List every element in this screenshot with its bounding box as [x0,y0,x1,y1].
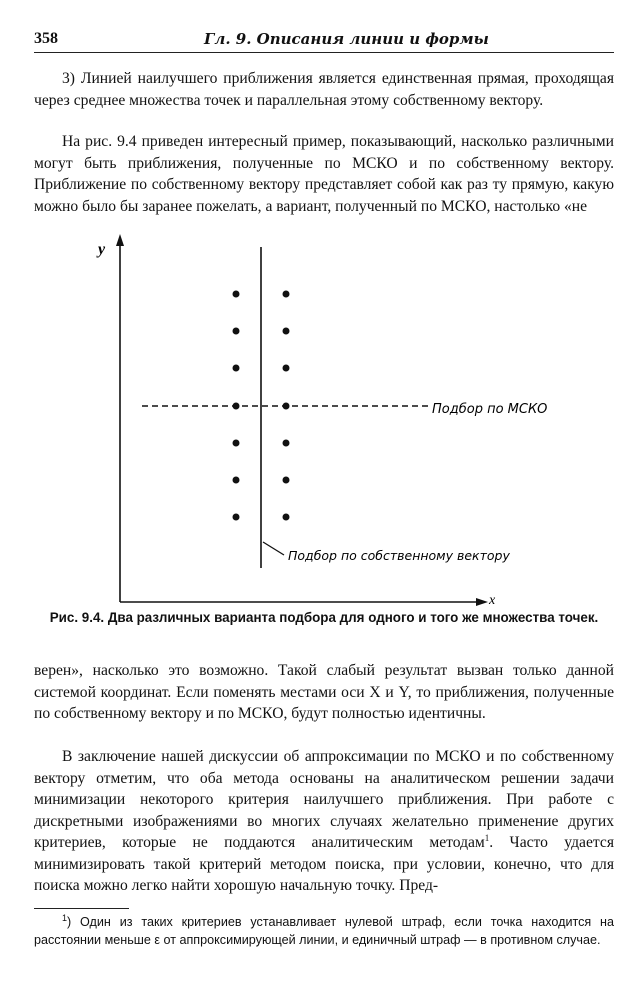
y-axis-arrow [116,234,124,246]
point [283,328,290,335]
paragraph-2-continued [34,660,614,725]
point [283,440,290,447]
point [233,440,240,447]
paragraph-3-part-a: В заключение нашей дискуссии об аппроксимации по МСКО и по собственному вектору отметим, что оба метода основаны на аналитическом решении задачи минимизации некоторого критерия наилучшего приближения. При работе с дискретными изображениями во многих случаях желательно применение других критериев, которые не поддаются аналитическим методам [34,748,614,851]
paragraph-2-tail: верен», насколько это возможно. Такой слабый результат вызван только данной системой координат. Если поменять местами оси X и Y, то приближения, полученные по собственному вектору и по МСКО, будут полностью идентичны. [34,662,614,722]
point [283,477,290,484]
footnote-text: ) Один из таких критериев устанавливает нулевой штраф, если точка находится на расстоянии меньше ε от аппроксимирующей линии, и единичный штраф — в противном случае. [34,915,614,947]
paragraph-3 [34,746,614,897]
point [283,514,290,521]
paragraph-3-part-b: . Часто удается минимизировать такой критерий методом поиска, при условии, конечно, что для поиска можно легко найти хорошую начальную точку. Пред- [34,834,614,894]
point [283,291,290,298]
running-header [34,30,614,53]
figure-caption: Рис. 9.4. Два различных варианта подбора для одного и того же множества точек. [49,610,599,625]
footnote-mark: 1 [62,912,68,923]
paragraph-2-top: На рис. 9.4 приведен интересный пример, показывающий, насколько различными могут быть приближения, полученные по МСКО и по собственному вектору. Приближение по собственному вектору представляет собой как раз ту прямую, какую можно было бы заранее пожелать, а вариант, полученный по МСКО, настолько «не [34,133,614,215]
figure-svg [0,230,644,615]
point [233,365,240,372]
x-axis-label: x [489,593,496,608]
paragraph-1: 3) Линией наилучшего приближения является единственная прямая, проходящая через среднее множества точек и параллельная этому собственному вектору. [34,70,614,109]
footnote-ref: 1 [484,832,490,843]
x-axis-arrow [476,598,488,606]
eigenvector-pointer [263,542,284,555]
point [233,477,240,484]
points-left [233,291,240,521]
point [283,403,290,410]
point [233,514,240,521]
point [283,365,290,372]
y-axis-label: y [98,241,106,258]
mse-fit-label: Подбор по МСКО [432,402,548,417]
point [233,403,240,410]
point [233,328,240,335]
points-right [283,291,290,521]
page-number: 358 [34,30,58,47]
figure-9-4 [0,230,644,615]
point [233,291,240,298]
eigenvector-fit-label: Подбор по собственному вектору [288,548,510,563]
running-title: Гл. 9. Описания линии и формы [204,30,489,48]
footnote [34,913,614,949]
footnote-rule [34,908,129,909]
